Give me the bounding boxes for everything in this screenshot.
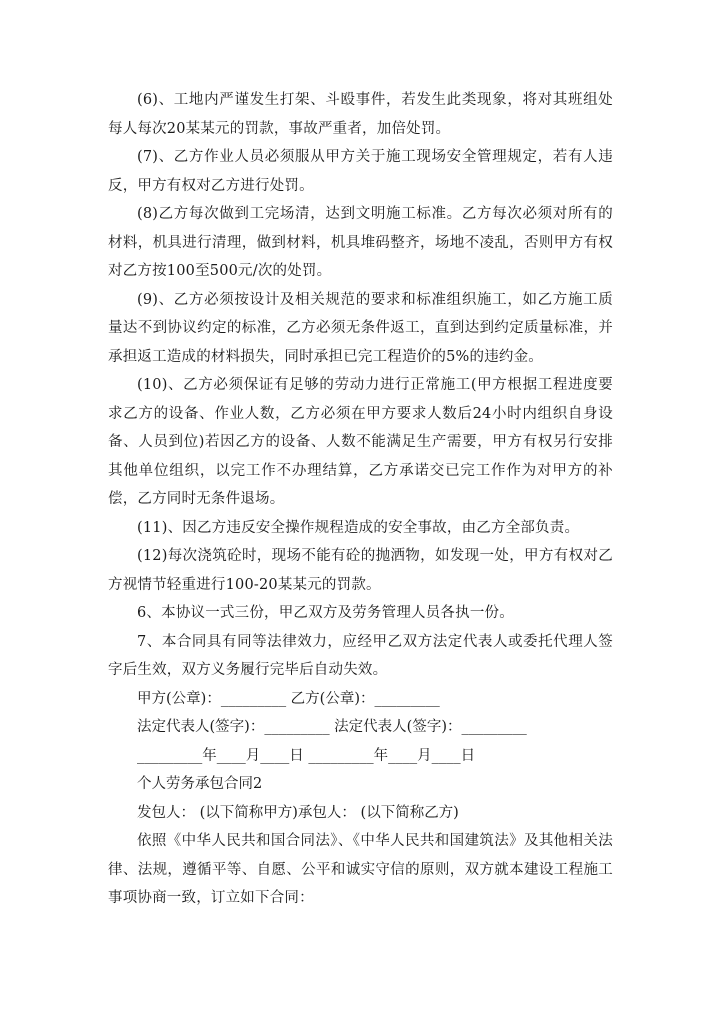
clause-7: (7)、乙方作业人员必须服从甲方关于施工现场安全管理规定，若有人违反，甲方有权对乙方进行处罚。 [108,149,613,194]
clause-6: (6)、工地内严谨发生打架、斗殴事件，若发生此类现象，将对其班组处每人每次20某某元的罚款，事故严重者，加倍处罚。 [108,92,613,137]
signature-party-line: 甲方(公章)：_________ 乙方(公章)：_________ [137,690,440,707]
signature-date-line: _________年____月____日 _________年____月____日 [137,747,476,764]
clause-9: (9)、乙方必须按设计及相关规范的要求和标准组织施工，如乙方施工质量达不到协议约定的标准，乙方必须无条件返工，直到达到约定质量标准，并承担返工造成的材料损失，同时承担已完工程造价的5%的违约金。 [108,291,613,365]
clause-11: (11)、因乙方违反安全操作规程造成的安全事故，由乙方全部负责。 [137,519,580,536]
clause-10: (10)、乙方必须保证有足够的劳动力进行正常施工(甲方根据工程进度要求乙方的设备、作业人数，乙方必须在甲方要求人数后24小时内组织自身设备、人员到位)若因乙方的设备、人数不能满足生产需要，甲方有权另行安排其他单位组织，以完工作不办理结算，乙方承诺交已完工作作为对甲方的补偿，乙方同时无条件退场。 [108,377,613,507]
signature-representative-line: 法定代表人(签字)：_________ 法定代表人(签字)：_________ [137,719,527,735]
clause-12: (12)每次浇筑砼时，现场不能有砼的抛洒物，如发现一处，甲方有权对乙方视情节轻重进行100-20某某元的罚款。 [108,548,613,593]
article-7: 7、本合同具有同等法律效力，应经甲乙双方法定代表人或委托代理人签字后生效，双方义务履行完毕后自动失效。 [108,633,613,678]
contract-2-preamble: 依照《中华人民共和国合同法》、《中华人民共和国建筑法》及其他相关法律、法规，遵循平等、自愿、公平和诚实守信的原则，双方就本建设工程施工事项协商一致，订立如下合同： [108,833,613,906]
contract-2-title: 个人劳务承包合同2 [137,776,263,792]
contract-2-parties: 发包人： (以下简称甲方)承包人： (以下简称乙方) [137,804,459,821]
document-page [108,86,613,913]
clause-8: (8)乙方每次做到工完场清，达到文明施工标准。乙方每次必须对所有的材料，机具进行清理，做到材料，机具堆码整齐，场地不凌乱，否则甲方有权对乙方按100至500元/次的处罚。 [108,206,613,279]
article-6: 6、本协议一式三份，甲乙双方及劳务管理人员各执一份。 [137,605,514,621]
